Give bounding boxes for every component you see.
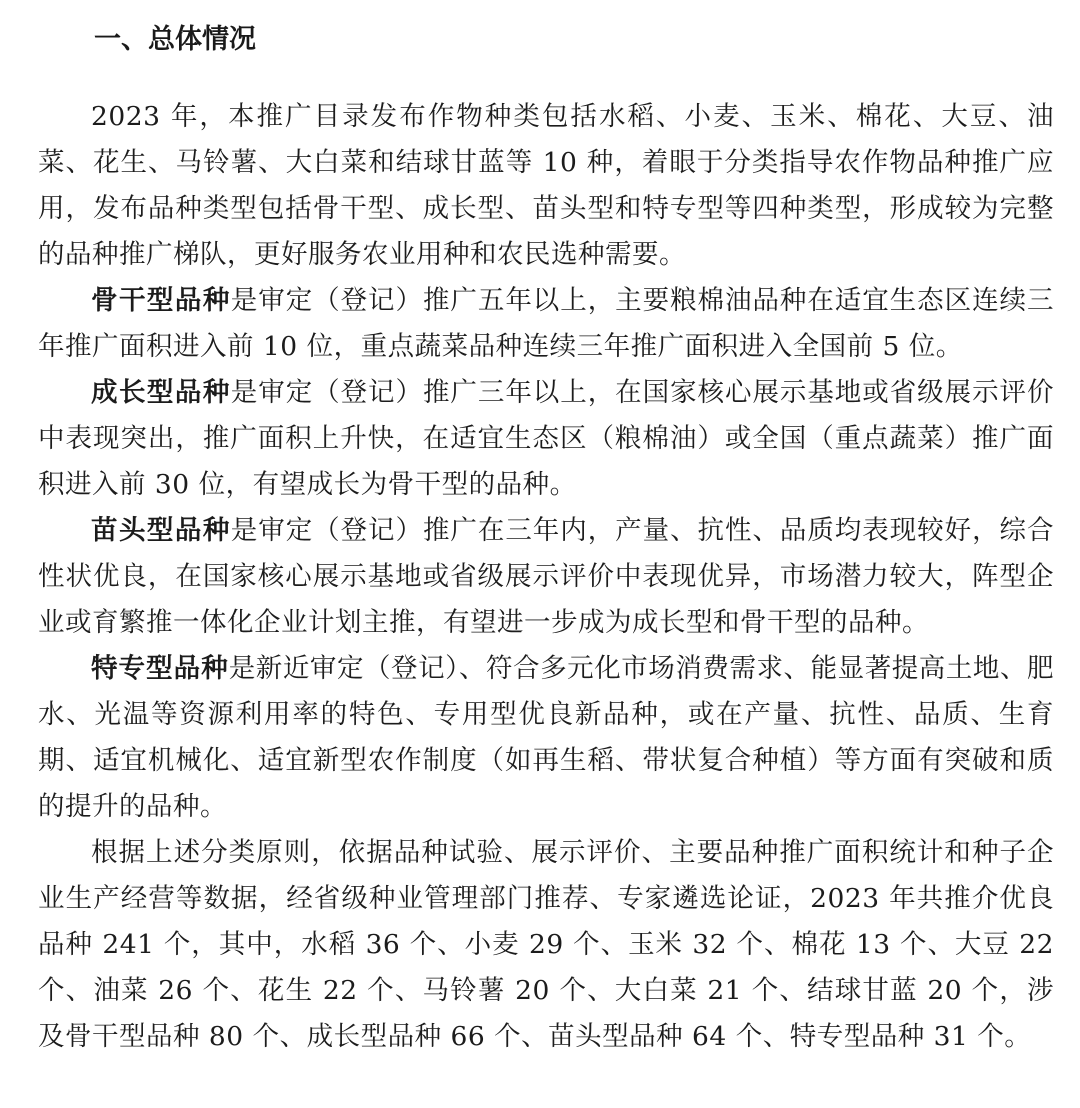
summary-paragraph: 根据上述分类原则，依据品种试验、展示评价、主要品种推广面积统计和种子企业生产经营等数据，经省级种业管理部门推荐、专家遴选论证，2023 年共推介优良品种 241 个，其中，水稻 36 个、小麦 29 个、玉米 32 个、棉花 13 个、大豆 22 个、油菜 26 个、花生 22 个、马铃薯 20 个、大白菜 21 个、结球甘蓝 20 个，涉及骨干型品种 80 个、成长型品种 66 个、苗头型品种 64 个、特专型品种 31 个。 [38,837,1054,1052]
emerging-variety-paragraph [38,508,1054,646]
emerging-variety-term: 苗头型品种 [91,515,231,546]
special-variety-paragraph [38,646,1054,830]
backbone-variety-paragraph [38,278,1054,370]
growth-variety-definition: 是审定（登记）推广三年以上，在国家核心展示基地或省级展示评价中表现突出，推广面积上升快，在适宜生态区（粮棉油）或全国（重点蔬菜）推广面积进入前 30 位，有望成长为骨干型的品种。 [38,377,1055,500]
backbone-variety-term: 骨干型品种 [91,285,231,316]
growth-variety-term: 成长型品种 [91,377,231,408]
backbone-variety-definition: 是审定（登记）推广五年以上，主要粮棉油品种在适宜生态区连续三年推广面积进入前 10 位，重点蔬菜品种连续三年推广面积进入全国前 5 位。 [38,285,1055,362]
growth-variety-paragraph [38,370,1054,508]
document-page [38,14,1054,1060]
intro-paragraph: 2023 年，本推广目录发布作物种类包括水稻、小麦、玉米、棉花、大豆、油菜、花生、马铃薯、大白菜和结球甘蓝等 10 种，着眼于分类指导农作物品种推广应用，发布品种类型包括骨干型、成长型、苗头型和特专型等四种类型，形成较为完整的品种推广梯队，更好服务农业用种和农民选种需要。 [38,101,1054,270]
special-variety-definition: 是新近审定（登记）、符合多元化市场消费需求、能显著提高土地、肥水、光温等资源利用率的特色、专用型优良新品种，或在产量、抗性、品质、生育期、适宜机械化、适宜新型农作制度（如再生稻、带状复合种植）等方面有突破和质的提升的品种。 [38,653,1054,822]
emerging-variety-definition: 是审定（登记）推广在三年内，产量、抗性、品质均表现较好，综合性状优良，在国家核心展示基地或省级展示评价中表现优异，市场潜力较大，阵型企业或育繁推一体化企业计划主推，有望进一步成为成长型和骨干型的品种。 [38,515,1055,638]
section-heading: 一、总体情况 [94,24,256,55]
special-variety-term: 特专型品种 [91,653,229,684]
